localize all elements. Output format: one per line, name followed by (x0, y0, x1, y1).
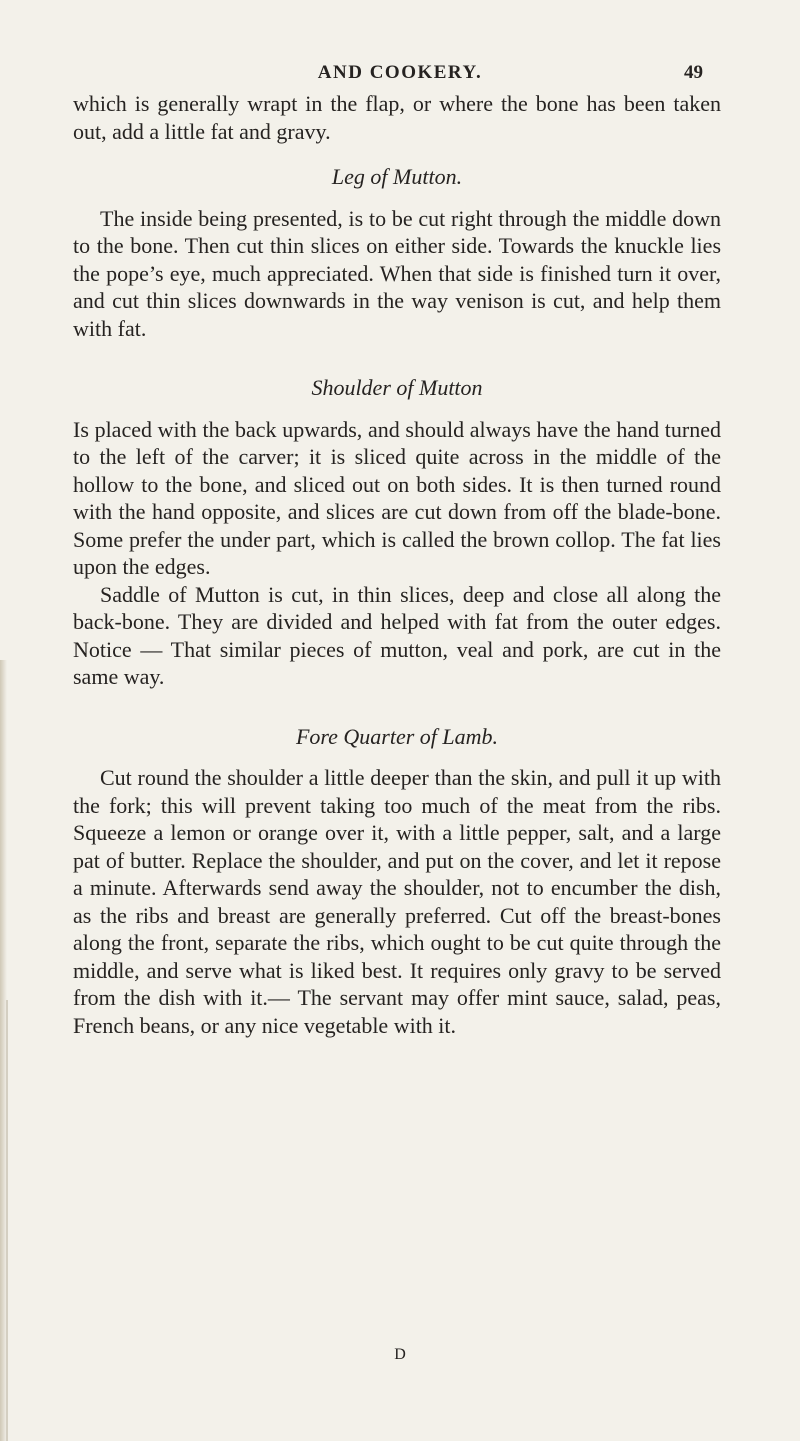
continued-paragraph: which is generally wrapt in the flap, or where the bone has been taken out, add a little fat and gravy. (73, 91, 721, 144)
page-body (73, 90, 721, 1039)
section-heading-leg-of-mutton: Leg of Mutton. (331, 164, 463, 189)
signature-mark: D (394, 1346, 406, 1363)
paragraph-shoulder-of-mutton: Is placed with the back upwards, and should always have the hand turned to the left of the carver; it is sliced quite across in the middle of the hollow to the bone, and sliced out on both sides. It is then turned round with the hand opposite, and slices are cut down from off the blade-bone. Some prefer the under part, which is called the brown collop. The fat lies upon the edges. (73, 416, 721, 579)
section-heading-fore-quarter-of-lamb: Fore Quarter of Lamb. (295, 723, 499, 749)
page-edge-line (6, 1000, 8, 1441)
section-heading-shoulder-of-mutton: Shoulder of Mutton (311, 375, 483, 400)
running-head (0, 62, 800, 92)
page-number: 49 (684, 62, 703, 83)
paragraph-fore-quarter-of-lamb: Cut round the shoulder a little deeper than the skin, and pull it up with the fork; this will prevent taking too much of the meat from the ribs. Squeeze a lemon or orange over it, with a little pepper, salt, and a large pat of butter. Replace the shoulder, and put on the cover, and let it repose a minute. Afterwards send away the shoulder, not to encumber the dish, as the ribs and breast are generally preferred. Cut off the breast-bones along the front, separate the ribs, which ought to be cut quite through the middle, and serve what is liked best. It requires only gravy to be served from the dish with it.— The servant may offer mint sauce, salad, peas, French beans, or any nice vegetable with it. (73, 765, 721, 1038)
paragraph-saddle-of-mutton: Saddle of Mutton is cut, in thin slices, deep and close all along the back-bone. They are divided and helped with fat from the outer edges. Notice — That similar pieces of mutton, veal and pork, are cut in the same way. (73, 581, 721, 689)
paragraph-leg-of-mutton: The inside being presented, is to be cut right through the middle down to the bone. Then cut thin slices on either side. Towards the knuckle lies the pope’s eye, much appreciated. When that side is finished turn it over, and cut thin slices downwards in the way venison is cut, and help them with fat. (73, 205, 721, 341)
running-title: AND COOKERY. (317, 62, 483, 83)
